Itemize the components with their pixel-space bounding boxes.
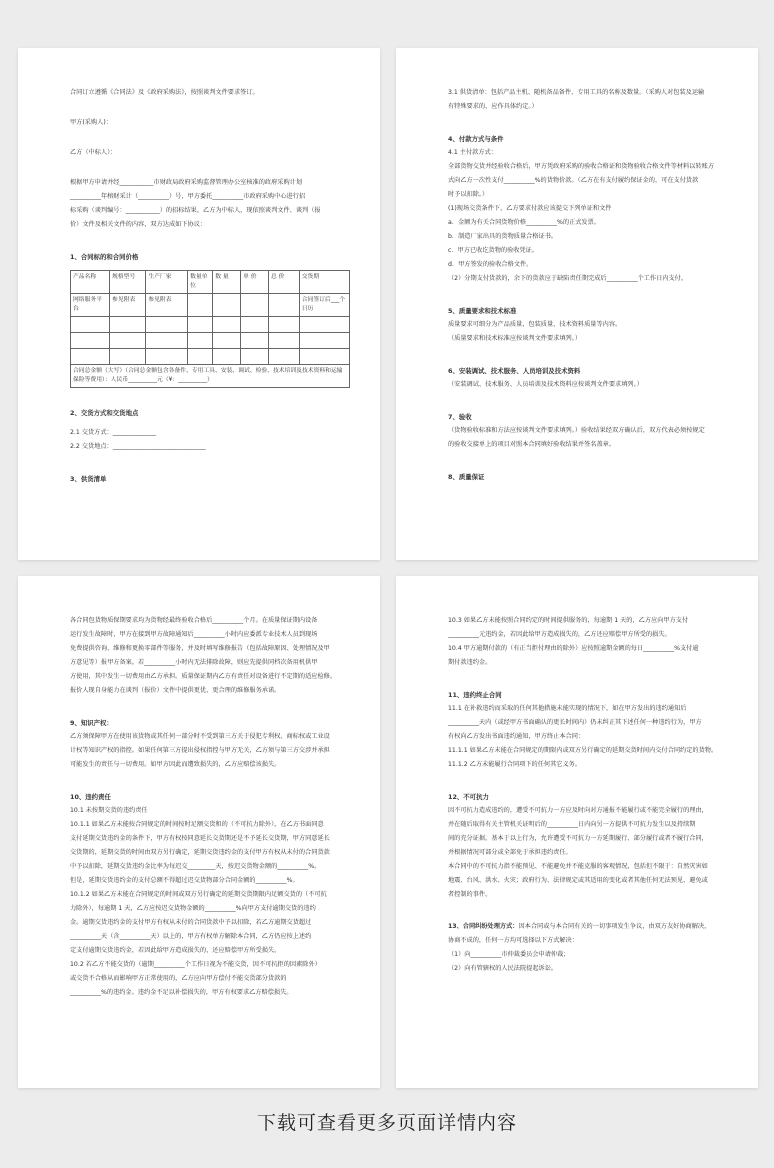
party-a-line: 甲方(采购人)： [70,119,112,126]
text-line: 间的充分证据。基本于以上行为，允许遭受不可抗力一方延期履行、部分履行或者不履行合同， [448,835,708,842]
table-cell [188,294,213,317]
text-line: 运行发生故障时，甲方在接到甲方故障通知后__________小时内应委派专业技术人员到现场 [70,631,318,638]
text-line: 3.1 供货清单：包括产品主机、随机备品备件、专用工具的名称及数量。（采购人对包装及运输 [448,89,705,96]
section-13-line [448,920,728,934]
table-row [71,294,350,317]
text-line: 但是，延期交货违约金的支付总额不得超过迟交货物部分合同金额的__________%。 [70,877,299,884]
table-header-row [71,271,350,294]
section-heading: 13、合同纠纷处理方式： [448,923,519,930]
text-line: __________%的违约金。违约金不足以补偿损失的，甲方有权要求乙方赔偿损失。 [70,989,293,996]
document-page-4 [396,576,758,1088]
section-heading: 11、违约终止合同 [448,691,502,699]
table-row [71,349,350,365]
text-line: 乙方须保障甲方在使用该货物或其任何一部分时不受到第三方关于侵犯专利权、商标权或工业设 [70,733,330,740]
section-heading: 8、质量保证 [448,473,485,481]
text-line: （安装调试、技术服务、人员培训及技术资料应按谈判文件要求填列。） [448,381,643,388]
text-line: 支付延期交货违约金的条件下，甲方有权按同意延长交货期还是不予延长交货期，甲方同意延长 [70,835,330,842]
text-line: b．制造厂家出具的货物质量合格证书。 [448,233,558,240]
section-heading: 6、安装调试、技术服务、人员培训及技术资料 [448,367,581,375]
section-heading: 4、付款方式与条件 [448,135,504,143]
text-line: 者控制的事件。 [448,891,492,898]
text-line: c．甲方已收讫货物的验收凭证。 [448,247,539,254]
document-page-2 [396,48,758,560]
text-line: __________元违约金，若因此给甲方造成损失的，乙方还应赔偿甲方所受的损失。 [448,631,671,638]
section-heading: 10、违约责任 [70,793,111,801]
text-line: 的验收交接单上的项目对照本合同填好验收结果并签名盖章。 [448,441,616,448]
text-line: 有特殊要求的，应作具体约定。） [448,103,538,110]
text-line: （货物验收标准和方法应按谈判文件要求填列。）验收结果经双方确认后，双方代表必须按规定 [448,427,705,434]
section-heading: 5、质量要求和技术标准 [448,307,517,315]
text-line: （2）分期支付货款的，余下的货款应于缺陷责任期完成后__________个工作日内支付。 [448,275,688,282]
text-line: 根据甲方申请并经___________市财政局政府采购监督管理办公室核准的政府采购计划 [70,179,303,186]
section-heading: 1、合同标的和合同价格 [70,253,139,261]
text-line: 交货期的，延期交货的时间由双方另行确定，延期交货违约金的支付甲方有权从未付的合同货款 [70,849,330,856]
section-heading: 7、验收 [448,413,472,421]
text-line: 可能发生的责任与一切费用。如甲方因此而遭致损失的，乙方应赔偿该损失。 [70,761,281,768]
text-line: 各合同包货物质保期要求均为货物经最终验收合格后__________个月。在质量保证期内设备 [70,617,318,624]
table-total-cell: 合同总金额（大写）（合同总金额包含各备件、专用工具、安装、调试、检验、技术培训及技术资料和运输保险等费用）：人民币__________元（¥：__________） [71,365,350,388]
table-header-cell: 总 价 [269,271,300,294]
text-line: 协商不成的，任何一方均可选择以下方式解决： [448,937,578,944]
text-line: 或交货不合格从而影响甲方正常使用的，乙方应向甲方偿付不能交货部分货款的 [70,975,287,982]
page-2-content [448,86,728,484]
document-page-1 [18,48,380,560]
section-heading: 9、知识产权： [70,719,113,727]
text-line: 10.3 如果乙方未能按照合同约定的时间提供服务的，每逾期 1 天的，乙方应向甲方支付 [448,617,689,624]
text-line: __________天内（或经甲方书面确认的更长时间内）仍未纠正其下述任何一种违约行为，甲方 [448,719,702,726]
text-line: (1)现场交货条件下，乙方要求付款应该提交下列单证和文件 [448,205,612,212]
table-cell [213,294,241,317]
page-4-content [448,614,728,976]
text-line: 全部货物交货并经验收合格后，甲方凭政府采购的验收合格证和货物验收合格文件等材料以转账方 [448,163,715,170]
text-line: （1）向__________市仲裁委员会申请仲裁； [448,951,570,958]
text-line: 10.1.1 如果乙方未能按合同规定的时间按时足额交货和的（不可抗力除外），在乙方书面同意 [70,821,324,828]
table-total-row [71,365,350,388]
text-line: 有权向乙方发出书面违约通知，甲方终止本合同： [448,733,585,740]
table-header-cell: 规格型号 [110,271,146,294]
section-heading: 2、交货方式和交货地点 [70,409,139,417]
text-line: 4.1 主付款方式： [448,149,497,156]
document-page-3 [18,576,380,1088]
text-line: 免费提供咨询、维修和更换零部件等服务，并及时填写维修报告（包括故障原因、处理情况及甲 [70,645,330,652]
text-line: 计权等知识产权的指控。如果任何第三方提出侵权指控与甲方无关，乙方须与第三方交涉并承担 [70,747,330,754]
text-line: 10.1.2 如果乙方未能在合同规定的时间或双方另行确定的延期交货期限内足额交货的（不可抗 [70,891,327,898]
text-line: （质量要求和技术标准应按谈判文件要求填列。） [448,335,582,342]
text-line: 式向乙方一次性支付__________%的货物价款。（乙方在有支付履约保证金的，可在支付货款 [448,177,699,184]
table-cell [241,294,269,317]
text-line: 本合同中的不可抗力指不能预见、不能避免并不能克服的客观情况，包括但不限于：自然灾害如 [448,863,708,870]
text-line: 方使用，其中发生一切费用由乙方承担。质量保证期内乙方有责任对设备进行不定期的适应检修。 [70,673,337,680]
party-b-line: 乙方（中标人）： [70,149,117,156]
table-cell: 参见附表 [146,294,188,317]
text-line: 合同订立遵循《合同法》及《政府采购法》，按照谈判文件要求签订。 [70,89,259,96]
text-line: 2.2 交货地点：______________________________ [70,443,206,450]
text-line: 价）文件及相关文件的内容，双方达成如下协议： [70,221,207,228]
text-line: 报价人现自身能力在谈判（报价）文件中提供更优、更合理的维修服务承诺。 [70,687,281,694]
text-line: 并根据情况可部分或全部免于承担违约责任。 [448,849,572,856]
text-line: 期付款违约金。 [448,659,492,666]
text-line: 10.1 未按期交货的违约责任 [70,807,148,814]
table-row [71,333,350,349]
table-cell: 合同签订后___个日历 [299,294,349,317]
text-line: 2.1 交货方式：______________ [70,429,157,436]
text-line: a．金额为有关合同货物价格__________%的正式发票。 [448,219,600,226]
page-1-content [70,86,350,486]
text-line: 质量要求可细分为产品质量、包装质量、技术资料质量等内容。 [448,321,622,328]
text-line: 定支付逾期交货违约金，若因此给甲方造成损失的，还应赔偿甲方所受损失。 [70,947,281,954]
table-cell [269,294,300,317]
table-row [71,317,350,333]
table-header-cell: 单 价 [241,271,269,294]
table-cell: 参见附表 [110,294,146,317]
text-line: 方意见等）报甲方备案。若__________小时内无法排除故障，则应先提供同档次备用机供甲 [70,659,318,666]
text-line: 11.1 在补救违约而采取的任何其他措施未能实现的情况下，如在甲方发出的违约通知后 [448,705,687,712]
section-heading: 12、不可抗力 [448,793,489,801]
table-header-cell: 交货期 [299,271,349,294]
text-line: __________年榕财采计（__________）号，甲方委托__________市政府采购中心进行招 [70,193,306,200]
text-line: __________天（含__________天）以上的，甲方有权单方解除本合同，乙方仍应按上述约 [70,933,312,940]
text-line: 金。逾期交货违约金的支付甲方有权从未付的合同货款中予以扣除，若乙方逾期交货超过 [70,919,312,926]
text-line: 10.4 甲方逾期付款的（有正当拒付理由的除外）应按照逾期金额的每日__________%支付逾 [448,645,699,652]
download-more-caption: 下载可查看更多页面详情内容 [256,1112,517,1134]
text-line: 地震、台风、洪水、火灾；政府行为、法律规定或其适用的变化或者其他任何无法预见、避免或 [448,877,708,884]
text-line: d．甲方签发的验收合格文件。 [448,261,533,268]
contract-price-table [70,270,350,388]
table-header-cell: 产品名称 [71,271,110,294]
text-line: 力除外），每逾期 1 天，乙方应按迟交货物金额的__________%向甲方支付逾期交货的违约 [70,905,316,912]
table-header-cell: 生产厂家 [146,271,188,294]
text-line: 10.2 若乙方不能交货的（逾期__________个工作日视为不能交货，因不可抗拒的因素除外） [70,961,321,968]
text-line: 因不可抗力造成违约的，遭受不可抗力一方应及时向对方通报不能履行或不能完全履行的理由， [448,807,708,814]
text-line: （2）向有管辖权的人民法院提起诉讼。 [448,965,558,972]
text-line: 并在随后取得有关主管机关证明后的__________日内向另一方提供不可抗力发生以及持续期 [448,821,696,828]
text-line: 标采购（谈判编号：___________）的招标结果，乙方为中标人，现依照谈判文件、谈判（报 [70,207,321,214]
text-line: 中予以扣除，延期交货违约金比率为每迟交_________天，按迟交货物金额的__________%。 [70,863,321,870]
table-header-cell: 数 量 [213,271,241,294]
text-line: 时予以扣除。） [448,191,489,198]
table-header-cell: 数量单位 [188,271,213,294]
text-line: 11.1.2 乙方未能履行合同项下的任何其它义务。 [448,761,582,768]
section-heading: 3、供货清单 [70,475,107,483]
page-3-content [70,614,350,1000]
text-span: 因本合同或与本合同有关的一切事项发生争议，由双方友好协商解决， [518,923,711,930]
text-line: 11.1.1 如果乙方未能在合同规定的期限内或双方另行确定的延期交货时间内交付合同约定的货物。 [448,747,718,754]
table-cell: 网络服务平台 [71,294,110,317]
